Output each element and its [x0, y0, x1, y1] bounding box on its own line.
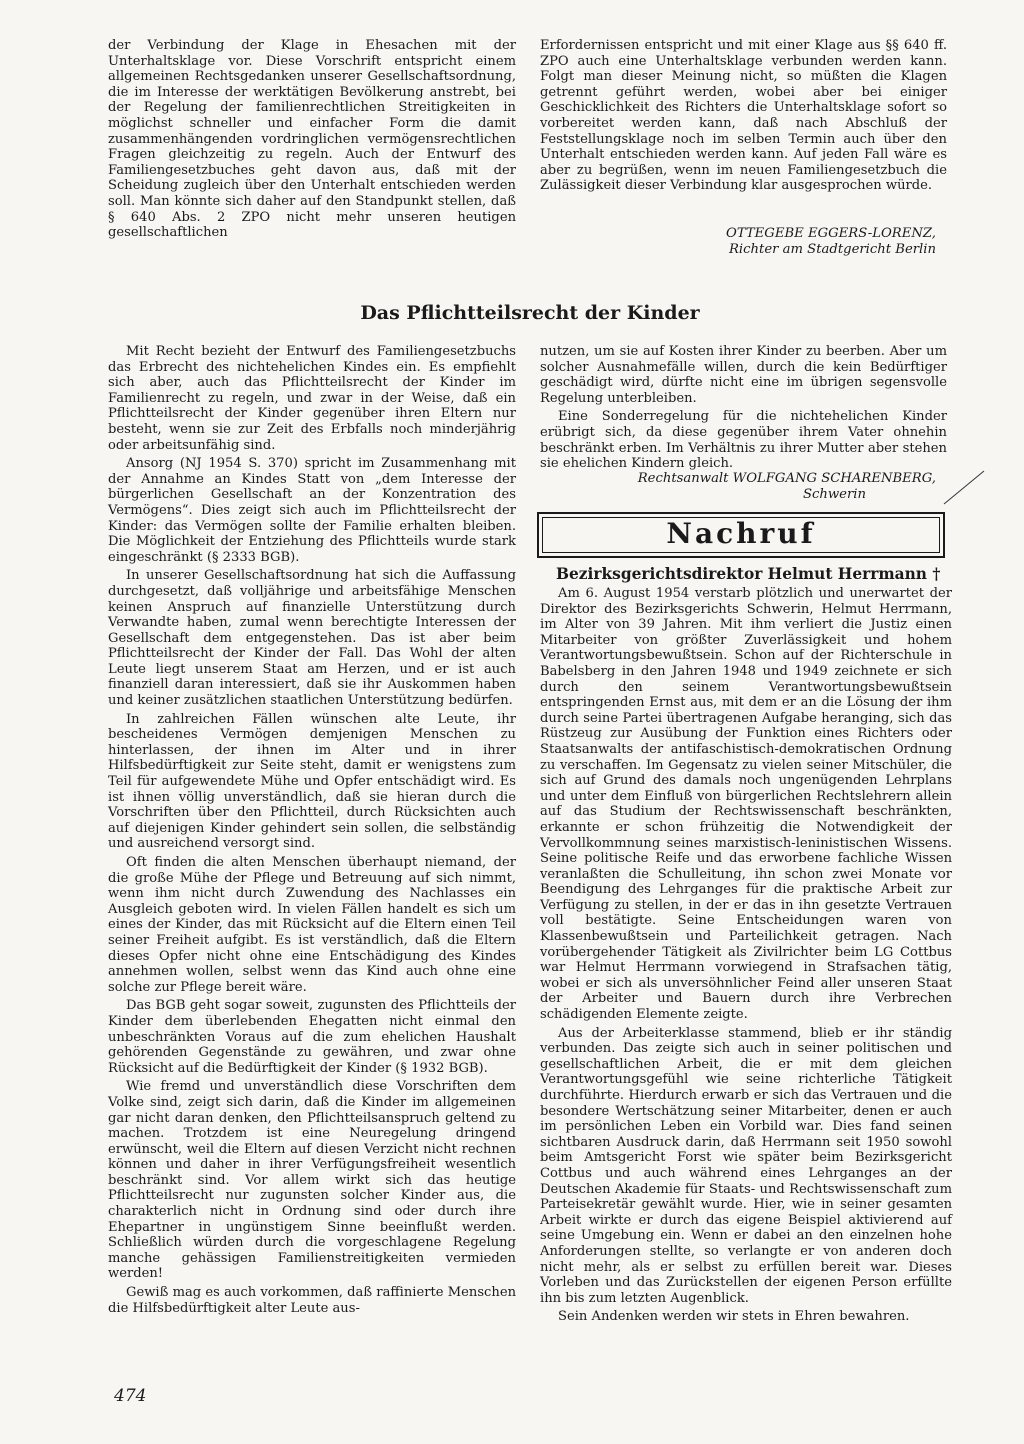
pen-stroke-mark: [938, 468, 988, 508]
paragraph: Aus der Arbeiterklasse stammend, blieb er ihr ständig verbunden. Das zeigte sich auch in seiner politischen und gesellschaftlichen Arbeit, die er mit dem gleichen Verantwortungsgefühl wie seine richterliche Tätigkeit durchführte. Hierdurch erwarb er sich das Vertrauen und die besondere Wertschätzung seiner Mitarbeiter, denen er auch im persönlichen Leben ein Vorbild war. Dies fand seinen sichtbaren Ausdruck darin, daß Herrmann seit 1950 sowohl beim Amtsgericht Forst wie später beim Bezirksgericht Cottbus und auch während eines Lehrganges an der Deutschen Akademie für Staats- und Rechtswissenschaft zum Parteisekretär gewählt wurde. Hier, wie in seiner gesamten Arbeit wirkte er durch das eigene Beispiel aktivierend auf seine Umgebung ein. Wenn er dabei an den einzelnen hohe Anforderungen stellte, so verlangte er von anderen doch nicht mehr, als er selbst zu erfüllen bereit war. Dieses Vorleben und das Zurückstellen der eigenen Person erfüllte ihn bis zum letzten Augenblick.: [540, 1025, 952, 1306]
top-left-column: [108, 38, 516, 241]
paragraph: Am 6. August 1954 verstarb plötzlich und unerwartet der Direktor des Bezirksgerichts Schwerin, Helmut Herrmann, im Alter von 39 Jahren. Mit ihm verliert die Justiz einen Mitarbeiter von größter Zuverlässigkeit und hohem Verantwortungsbewußtsein. Schon auf der Richterschule in Babelsberg in den Jahren 1948 und 1949 zeichnete er sich durch den seinem Verantwortungsbewußtsein entspringenden Ernst aus, mit dem er an die Lösung der ihm durch seine Partei übertragenen Aufgabe heranging, sich das Rüstzeug zur Ausübung der Funktion eines Richters oder Staatsanwalts der antifaschistisch-demokratischen Ordnung zu verschaffen. Im Gegensatz zu vielen seiner Mitschüler, die sich auf Grund des damals noch ungenügenden Lehrplans und unter dem Einfluß von bürgerlichen Rechtslehrern allein auf das Studium der Rechtswissenschaft beschränkten, erkannte er schon frühzeitig die Notwendigkeit der Vervollkommnung seines marxistisch-leninistischen Wissens. Seine politische Reife und das erworbene fachliche Wissen veranlaßten die Schulleitung, ihn schon zwei Monate vor Beendigung des Lehrganges für die praktische Arbeit zur Verfügung zu stellen, in der er das in ihn gesetzte Vertrauen voll bestätigte. Seine Entscheidungen waren von Klassenbewußtsein und Parteilichkeit getragen. Nach vorübergehender Tätigkeit als Zivilrichter beim LG Cottbus war Helmut Herrmann vorwiegend in Strafsachen tätig, wobei er sich als unversöhnlicher Feind aller unseren Staat der Arbeiter und Bauern durch ihre Verbrechen schädigenden Elemente zeigte.: [540, 586, 952, 1023]
article-signature: [638, 471, 936, 503]
paragraph: nutzen, um sie auf Kosten ihrer Kinder zu beerben. Aber um solcher Ausnahmefälle willen, durch die kein Bedürftiger geschädigt wird, dürfte nicht eine im übrigen segensvolle Regelung unterbleiben.: [540, 344, 947, 406]
paragraph: Sein Andenken werden wir stets in Ehren bewahren.: [558, 1309, 910, 1325]
article-right-column: [540, 344, 947, 472]
paragraph: Gewiß mag es auch vorkommen, daß raffinierte Menschen die Hilfsbedürftigkeit alter Leute aus-: [108, 1285, 516, 1316]
article-title: Das Pflichtteilsrecht der Kinder: [360, 302, 700, 324]
paragraph: In zahlreichen Fällen wünschen alte Leute, ihr bescheidenes Vermögen demjenigen Menschen zu hinterlassen, der ihnen im Alter und in ihrer Hilfsbedürftigkeit zur Seite steht, damit er wenigstens zum Teil für aufgewendete Mühe und Opfer entschädigt wird. Es ist ihnen völlig unverständlich, daß sie hieran durch die Vorschriften über den Pflichtteil, durch Rücksichten auch auf diejenigen Kinder gehindert sein sollen, die selbständig und ausreichend versorgt sind.: [108, 711, 516, 852]
paragraph: Das BGB geht sogar soweit, zugunsten des Pflichtteils der Kinder dem überlebenden Ehegatten nicht einmal den unbeschränkten Voraus auf die zum ehelichen Haushalt gehörenden Gegenstände zu gewähren, und zwar ohne Rücksicht auf die Bedürftigkeit der Kinder (§ 1932 BGB).: [108, 998, 516, 1076]
paragraph: der Verbindung der Klage in Ehesachen mit der Unterhaltsklage vor. Diese Vorschrift entspricht einem allgemeinen Rechtsgedanken unserer Gesellschaftsordnung, die im Interesse der werktätigen Bevölkerung anstrebt, bei der Regelung der familienrechtlichen Streitigkeiten in möglichst schneller und einfacher Form die damit zusammenhängenden vordringlichen vermögensrechtlichen Fragen gleichzeitig zu regeln. Auch der Entwurf des Familiengesetzbuches geht davon aus, daß mit der Scheidung zugleich über den Unterhalt entschieden werden soll. Man könnte sich daher auf den Standpunkt stellen, daß § 640 Abs. 2 ZPO nicht mehr unseren heutigen gesellschaftlichen: [108, 38, 516, 241]
signature-name: Rechtsanwalt WOLFGANG SCHARENBERG,: [637, 471, 936, 486]
nachruf-title: Nachruf: [666, 517, 816, 550]
paragraph: Ansorg (NJ 1954 S. 370) spricht im Zusammenhang mit der Annahme an Kindes Statt von „dem Interesse der bürgerlichen Gesellschaft an der Konzentration des Vermögens“. Dies zeigt sich auch im Pflichtteilsrecht der Kinder: das Vermögen sollte der Familie erhalten bleiben. Die Möglichkeit der Entziehung des Pflichtteils wurde stark eingeschränkt (§ 2333 BGB).: [108, 456, 516, 565]
nachruf-subtitle: Bezirksgerichtsdirektor Helmut Herrmann †: [556, 565, 941, 583]
paragraph: Mit Recht bezieht der Entwurf des Familiengesetzbuchs das Erbrecht des nichtehelichen Kindes ein. Es empfiehlt sich aber, auch das Pflichtteilsrecht der Kinder im Familienrecht zu regeln, und zwar in der Weise, daß ein Pflichtteilsrecht der Kinder gegenüber ihren Eltern nur besteht, wenn sie zur Zeit des Erbfalls noch minderjährig oder arbeitsunfähig sind.: [108, 344, 516, 453]
nachruf-column: [540, 586, 952, 1325]
paragraph: Erfordernissen entspricht und mit einer Klage aus §§ 640 ff. ZPO auch eine Unterhaltsklage verbunden werden kann. Folgt man dieser Meinung nicht, so müßten die Klagen getrennt geführt werden, wobei aber bei einiger Geschicklichkeit des Richters die Unterhaltsklage sofort so vorbereitet werden kann, daß nach Abschluß der Feststellungsklage noch im selben Termin auch über den Unterhalt entschieden werden kann. Auf jeden Fall wäre es aber zu begrüßen, wenn im neuen Familiengesetzbuch die Zulässigkeit dieser Verbindung klar ausgesprochen würde.: [540, 38, 947, 194]
top-signature: [726, 226, 936, 258]
article-left-column: [108, 344, 516, 1316]
paragraph: Eine Sonderregelung für die nichtehelichen Kinder erübrigt sich, da diese gegenüber ihrem Vater ohnehin beschränkt erben. Im Verhältnis zu ihrer Mutter aber stehen sie ehelichen Kindern gleich.: [540, 409, 947, 472]
paragraph: Oft finden die alten Menschen überhaupt niemand, der die große Mühe der Pflege und Betreuung auf sich nimmt, wenn ihm nicht durch Zuwendung des Nachlasses ein Ausgleich geboten wird. In vielen Fällen handelt es sich um eines der Kinder, das mit Rücksicht auf die Eltern einen Teil seiner Freiheit aufgibt. Es ist verständlich, daß die Eltern dieses Opfer nicht ohne eine Entschädigung des Kindes annehmen wollen, selbst wenn das Kind auch ohne eine solche zur Pflege bereit wäre.: [108, 855, 516, 995]
signature-name: OTTEGEBE EGGERS-LORENZ,: [726, 226, 936, 241]
nachruf-box: [537, 512, 945, 558]
paragraph: Wie fremd und unverständlich diese Vorschriften dem Volke sind, zeigt sich darin, daß die Kinder im allgemeinen gar nicht daran denken, den Pflichtteilsanspruch geltend zu machen. Trotzdem ist eine Neuregelung dringend erwünscht, weil die Eltern auf diesen Verzicht nicht rechnen können und daher in ihrer Verfügungsfreiheit wesentlich beschränkt sind. Vor allem wirkt sich das heutige Pflichtteilsrecht nur zugunsten solcher Kinder aus, die charakterlich nicht in Ordnung sind oder durch ihre Ehepartner in ungünstigem Sinne beeinflußt werden. Schließlich würden durch die vorgeschlagene Regelung manche gehässigen Familienstreitigkeiten vermieden werden!: [108, 1079, 516, 1282]
signature-place: Schwerin: [802, 487, 866, 502]
page-number: 474: [114, 1386, 147, 1406]
signature-title: Richter am Stadtgericht Berlin: [729, 242, 936, 257]
top-right-column: [540, 38, 947, 194]
paragraph: In unserer Gesellschaftsordnung hat sich die Auffassung durchgesetzt, daß volljährige und arbeitsfähige Menschen keinen Anspruch auf finanzielle Unterstützung durch Verwandte haben, zumal wenn berechtigte Interessen der Gesellschaft dem entgegenstehen. Das ist aber beim Pflichtteilsrecht der Kinder der Fall. Das Wohl der alten Leute liegt unserem Staat am Herzen, und er ist auch finanziell daran interessiert, daß sie ihr Auskommen haben und keiner zusätzlichen staatlichen Unterstützung bedürfen.: [108, 568, 516, 709]
